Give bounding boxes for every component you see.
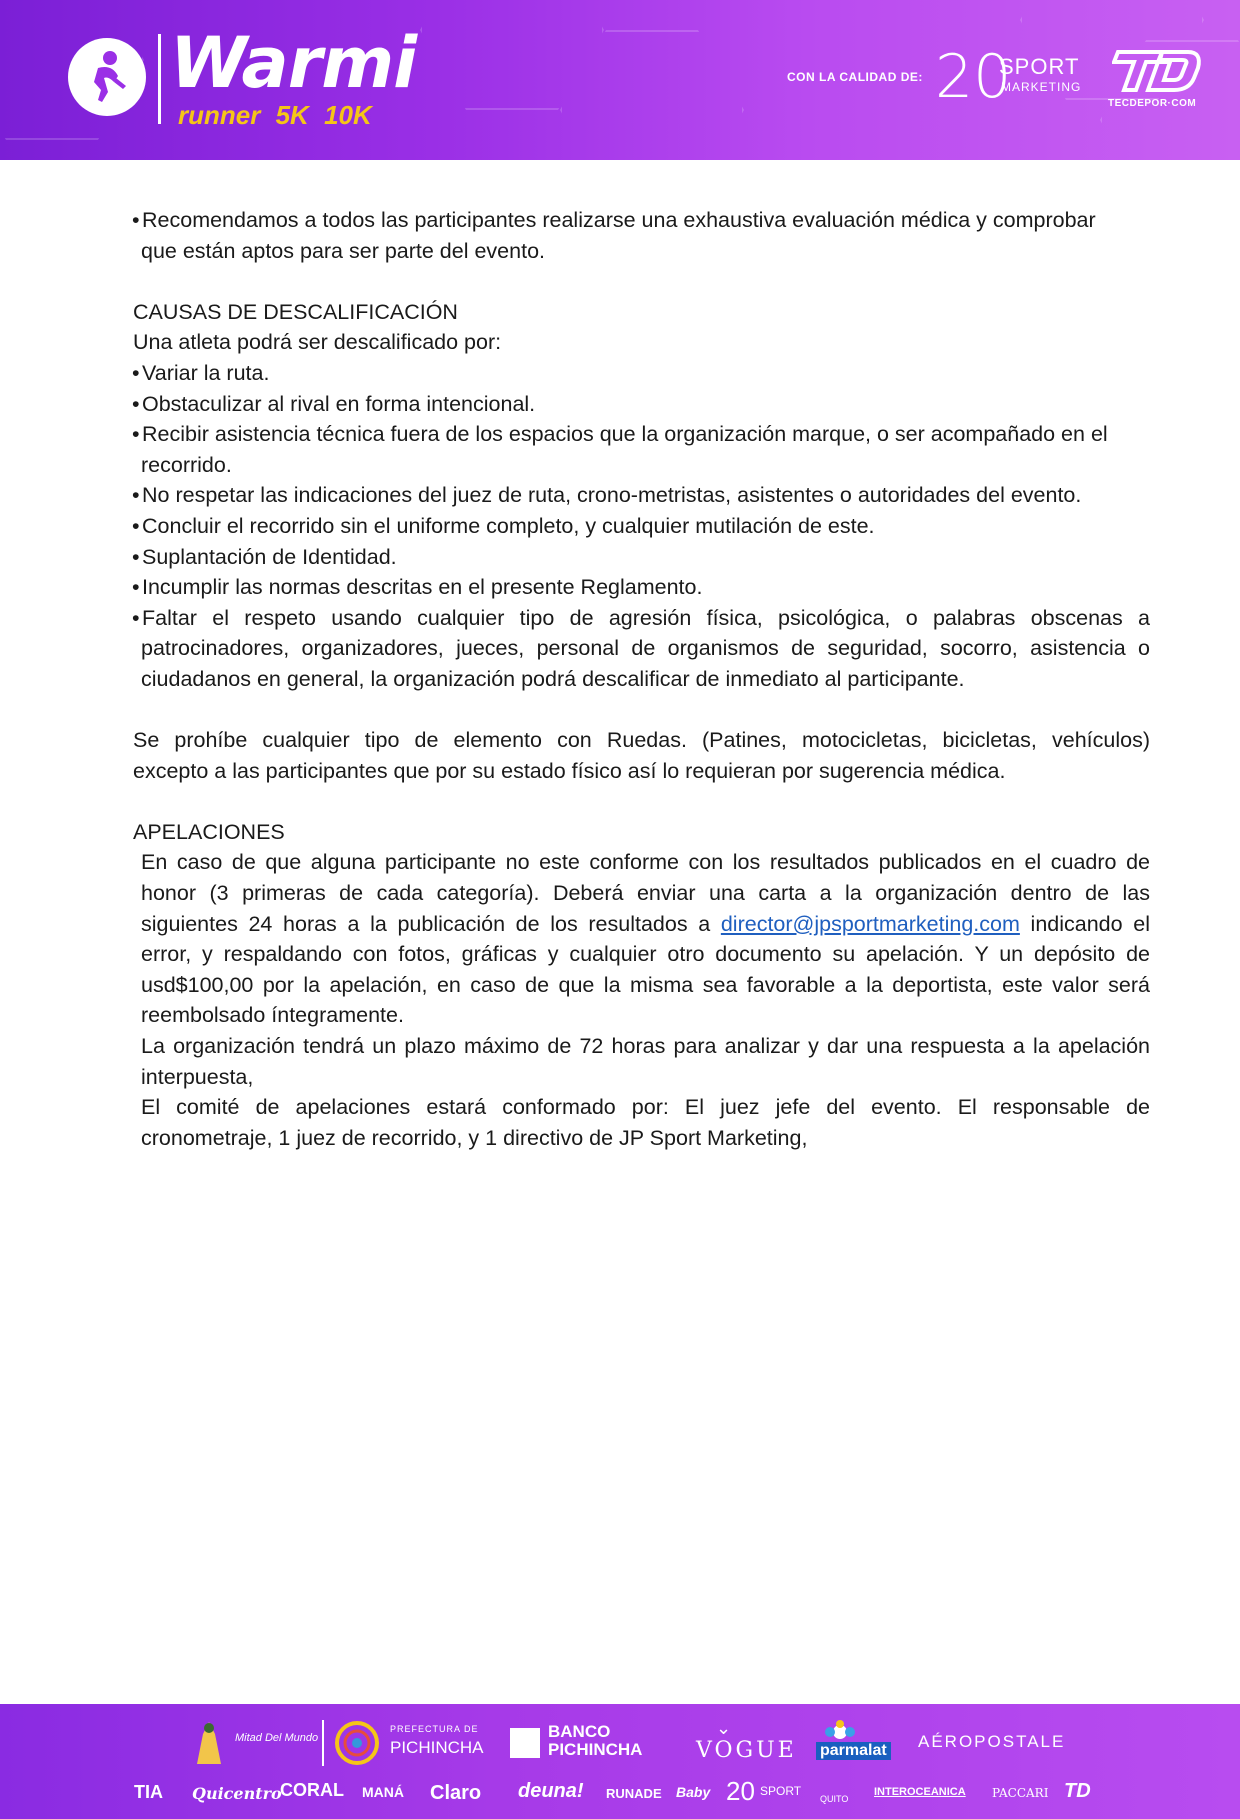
- jp-years: 20: [935, 42, 1012, 112]
- sponsor-jp-years: 20: [726, 1776, 755, 1806]
- list-item: • Recibir asistencia técnica fuera de los espacios que la organización marque, o ser acompañado en el: [133, 419, 1150, 450]
- list-item-continuation: recorrido.: [141, 452, 232, 477]
- brand-title: Warmi: [170, 22, 417, 104]
- sponsors-footer: [0, 1704, 1240, 1819]
- list-item-continuation: ciudadanos en general, la organización podrá descalificar de inmediato al participante.: [141, 666, 965, 691]
- brand-runner: runner: [178, 100, 261, 130]
- bullet-icon: •: [132, 391, 140, 416]
- appeals-line: siguientes 24 horas a la publicación de los resultados a director@jpsportmarketing.com indicando el: [141, 911, 1150, 936]
- list-item-continuation: que están aptos para ser parte del evento.: [141, 238, 545, 263]
- list-item: • Concluir el recorrido sin el uniforme completo, y cualquier mutilación de este.: [133, 511, 1150, 542]
- logo-separator: [158, 34, 161, 124]
- sponsor-banco-label: BANCO: [548, 1722, 611, 1741]
- tecdepor-url: TECDEPOR·COM: [1108, 98, 1197, 109]
- parmalat-flower-icon: [820, 1720, 860, 1742]
- bullet-icon: •: [132, 605, 140, 630]
- wheels-paragraph-line: Se prohíbe cualquier tipo de elemento con Ruedas. (Patines, motocicletas, bicicletas, vehículos): [133, 728, 1150, 753]
- sponsor-tia: TIA: [134, 1782, 163, 1802]
- appeals-line: La organización tendrá un plazo máximo de 72 horas para analizar y dar una respuesta a la apelación: [141, 1034, 1150, 1059]
- jp-marketing-text: MARKETING: [1001, 80, 1082, 94]
- vogue-chevron-icon: ⌄: [716, 1718, 732, 1738]
- appeals-heading: APELACIONES: [133, 819, 285, 844]
- list-item: • Faltar el respeto usando cualquier tipo de agresión física, psicológica, o palabras obscenas a: [133, 603, 1150, 634]
- appeals-line: El comité de apelaciones estará conformado por: El juez jefe del evento. El responsable de: [141, 1095, 1150, 1120]
- sponsor-jp-sport: SPORT: [760, 1784, 802, 1798]
- page-header: [0, 0, 1240, 160]
- list-item: • Recomendamos a todos las participantes realizarse una exhaustiva evaluación médica y comprobar: [133, 205, 1150, 236]
- list-item: • Obstaculizar al rival en forma intencional.: [133, 389, 1150, 420]
- appeals-line: honor (3 primeras de cada categoría). Deberá enviar una carta a la organización dentro de las: [141, 881, 1150, 906]
- tecdepor-logo-icon: [1112, 46, 1204, 96]
- runner-woman-logo-icon: [68, 38, 146, 116]
- sponsor-mana: MANÁ: [362, 1784, 404, 1800]
- bullet-icon: •: [132, 513, 140, 538]
- sponsor-separator: [322, 1720, 324, 1766]
- sponsor-interoceanica: INTEROCEANICA: [874, 1786, 966, 1798]
- sponsor-prefectura: PICHINCHA: [390, 1738, 484, 1757]
- appeals-line: reembolsado íntegramente.: [141, 1003, 404, 1028]
- appeals-line: error, y respaldando con fotos, gráficas y cualquier otro documento su apelación. Y un depósito de: [141, 942, 1150, 967]
- sponsor-parmalat: parmalat: [816, 1742, 891, 1760]
- sponsor-quito: QUITO: [820, 1794, 849, 1804]
- brand-subtitle: [178, 100, 372, 131]
- sponsor-jerris-baby: Baby: [676, 1784, 711, 1800]
- bullet-icon: •: [132, 360, 140, 385]
- sponsor-runade: RUNADE: [606, 1786, 662, 1801]
- quality-label: CON LA CALIDAD DE:: [787, 70, 923, 84]
- sponsor-tecdepor: TD: [1064, 1780, 1091, 1802]
- bullet-icon: •: [132, 575, 140, 600]
- sponsor-vogue: VOGUE: [696, 1738, 797, 1763]
- regulation-content: [133, 205, 1150, 1153]
- banco-pichincha-square-icon: [510, 1728, 540, 1758]
- distance-5k: 5K: [275, 100, 309, 130]
- list-item: • Incumplir las normas descritas en el presente Reglamento.: [133, 572, 1150, 603]
- bullet-icon: •: [132, 422, 140, 447]
- bullet-icon: •: [132, 208, 140, 232]
- list-item: • Suplantación de Identidad.: [133, 542, 1150, 573]
- sponsor-coral: CORAL: [280, 1780, 344, 1800]
- list-item-continuation: patrocinadores, organizadores, jueces, personal de organismos de seguridad, socorro, asistencia o: [141, 636, 1150, 661]
- list-item: • Variar la ruta.: [133, 358, 1150, 389]
- director-email-link[interactable]: director@jpsportmarketing.com: [720, 911, 1020, 936]
- sponsors-row-primary: [180, 1718, 1080, 1768]
- appeals-line: usd$100,00 por la apelación, en caso de que la misma sea favorable a la deportista, este valor será: [141, 972, 1150, 997]
- jp-sport-text: SPORT: [999, 54, 1080, 79]
- prefectura-pichincha-icon: [334, 1720, 380, 1766]
- mitad-del-mundo-monument-icon: [185, 1720, 233, 1766]
- bullet-icon: •: [132, 544, 140, 569]
- sponsor-paccari: PACCARI: [992, 1786, 1049, 1800]
- appeals-line: cronometraje, 1 juez de recorrido, y 1 directivo de JP Sport Marketing,: [141, 1125, 808, 1150]
- distance-10k: 10K: [324, 100, 372, 130]
- disqualification-intro: Una atleta podrá ser descalificado por:: [133, 330, 502, 355]
- sponsors-row-secondary: [130, 1776, 1110, 1812]
- sponsor-aeropostale: AÉROPOSTALE: [918, 1732, 1066, 1751]
- list-item: • No respetar las indicaciones del juez de ruta, crono-metristas, asistentes o autoridades del evento.: [133, 480, 1150, 511]
- spacer: [133, 695, 1150, 726]
- sponsor-claro: Claro: [430, 1782, 482, 1804]
- appeals-line: En caso de que alguna participante no este conforme con los resultados publicados en el cuadro de: [141, 850, 1150, 875]
- appeals-line: interpuesta,: [141, 1064, 254, 1089]
- sponsor-quicentro: Quicentro: [192, 1784, 282, 1803]
- disqualification-heading: CAUSAS DE DESCALIFICACIÓN: [133, 299, 458, 324]
- wheels-paragraph-line: excepto a las participantes que por su estado físico así lo requieran por sugerencia médica.: [133, 758, 1006, 783]
- sponsor-deuna: deuna!: [518, 1780, 584, 1802]
- sponsor-mitad-del-mundo: Mitad Del Mundo: [235, 1732, 319, 1744]
- bullet-icon: •: [132, 483, 140, 508]
- sponsor-banco-pichincha: PICHINCHA: [548, 1740, 643, 1759]
- sponsor-prefectura-label: PREFECTURA DE: [390, 1724, 479, 1734]
